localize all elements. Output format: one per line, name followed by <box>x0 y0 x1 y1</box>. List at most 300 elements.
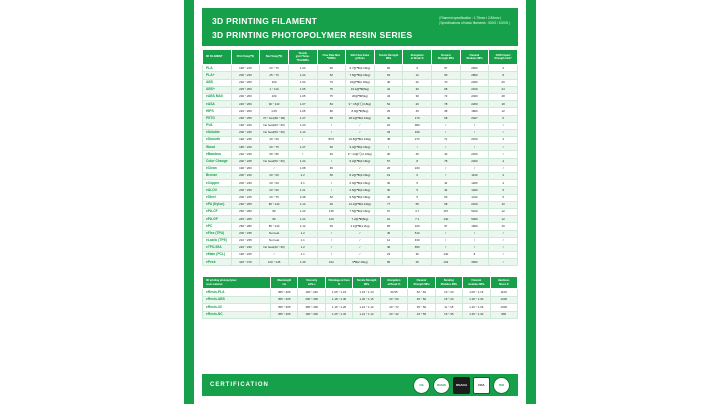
filament-value-cell: 430 <box>403 237 432 244</box>
filament-value-cell: 9.7@℃(2.16kg) <box>346 65 375 72</box>
filament-value-cell: 30 <box>403 252 432 259</box>
filament-value-cell: 5 <box>403 180 432 187</box>
filament-value-cell: 28.2@℃(2.16kg) <box>346 115 375 122</box>
filament-value-cell: 2.2 <box>288 173 317 180</box>
table-row <box>203 137 518 144</box>
resin-col-header: 3D printing photopolymer resin material <box>203 277 271 289</box>
filament-value-cell: / <box>403 144 432 151</box>
table-row <box>203 304 518 312</box>
resin-col-header: Viscosity mPa·s <box>298 277 325 289</box>
filament-value-cell: 200～225 <box>231 194 260 201</box>
filament-value-cell: 70 <box>317 79 346 86</box>
filament-value-cell: 157 <box>432 208 461 215</box>
certification-bar <box>202 374 518 396</box>
filament-value-cell: 20～60 <box>260 173 289 180</box>
filament-name-cell: Wood <box>203 144 232 151</box>
filament-value-cell: 12 <box>489 108 518 115</box>
resin-value-cell: 160～240 <box>298 289 325 297</box>
filament-value-cell: 5 <box>403 187 432 194</box>
table-row <box>203 158 518 165</box>
filament-value-cell: 2200 <box>460 101 489 108</box>
table-row <box>203 108 518 115</box>
filament-name-cell: eSmooth <box>203 137 232 144</box>
filament-value-cell: 95 <box>374 259 403 266</box>
resin-value-cell: 1.16～1.26 <box>325 304 352 312</box>
filament-table-head <box>203 50 518 65</box>
filament-value-cell: 52 <box>317 72 346 79</box>
resin-value-cell: 45～60 <box>408 296 435 304</box>
table-row <box>203 296 518 304</box>
filament-value-cell: 4.1@℃(1.2kg) <box>346 223 375 230</box>
certification-title: CERTIFICATION <box>210 382 269 388</box>
filament-value-cell: / <box>489 244 518 251</box>
certification-badge-iso: ISO <box>493 377 510 394</box>
filament-col-header: Bed Temp(℃) <box>260 50 289 65</box>
filament-name-cell: ePeek <box>203 259 232 266</box>
filament-col-header: 3D FILAMENT <box>203 50 232 65</box>
filament-value-cell: 1.23 <box>288 208 317 215</box>
filament-value-cell: 71 <box>432 137 461 144</box>
filament-value-cell: 19 <box>374 173 403 180</box>
filament-value-cell: 4.7 <box>403 208 432 215</box>
filament-value-cell: 230～250 <box>231 115 260 122</box>
table-row <box>203 65 518 72</box>
filament-value-cell: 1.04 <box>288 79 317 86</box>
filament-value-cell: 200～230 <box>231 187 260 194</box>
filament-value-cell: 4 <box>489 158 518 165</box>
filament-value-cell: 140 <box>432 252 461 259</box>
filament-value-cell: 2100 <box>460 151 489 158</box>
filament-value-cell: / <box>489 129 518 136</box>
filament-value-cell: No heat(40～60) <box>260 244 289 251</box>
filament-value-cell: 190～220 <box>231 122 260 129</box>
filament-table-body <box>203 65 518 266</box>
table-row <box>203 93 518 100</box>
filament-value-cell: / <box>346 122 375 129</box>
filament-value-cell: 30 <box>374 187 403 194</box>
filament-value-cell: 7.1 <box>403 216 432 223</box>
filament-value-cell: 9 <box>403 65 432 72</box>
resin-value-cell: 1000 <box>490 304 518 312</box>
filament-value-cell: / <box>346 230 375 237</box>
filament-value-cell: 12 <box>374 237 403 244</box>
filament-value-cell: 200～230 <box>231 72 260 79</box>
filament-value-cell: 68 <box>432 86 461 93</box>
table-row <box>203 122 518 129</box>
filament-value-cell: 220～260 <box>231 101 260 108</box>
filament-value-cell: / <box>374 144 403 151</box>
filament-value-cell: / <box>317 252 346 259</box>
filament-value-cell: 200～235 <box>231 230 260 237</box>
filament-col-header: Flexural Modulus MPa <box>460 50 489 65</box>
filament-value-cell: 20～75 <box>260 144 289 151</box>
filament-value-cell: 2100 <box>460 137 489 144</box>
filament-name-cell: ABS <box>203 79 232 86</box>
filament-value-cell: 5 <box>489 187 518 194</box>
table-row <box>203 144 518 151</box>
filament-value-cell: 45 <box>317 165 346 172</box>
filament-value-cell: 1.14 <box>288 129 317 136</box>
filament-value-cell: 230～265 <box>231 201 260 208</box>
filament-value-cell: 2800 <box>460 72 489 79</box>
filament-value-cell: 2027 <box>460 115 489 122</box>
resin-name-cell: eResin-PLA <box>203 289 271 297</box>
filament-value-cell: 97 <box>374 208 403 215</box>
filament-value-cell: No heat(50～60) <box>260 129 289 136</box>
resin-col-header: Tensile Strength MPa <box>353 277 380 289</box>
resin-col-header: Bending Modulus MPa <box>435 277 462 289</box>
filament-value-cell: 40 <box>374 194 403 201</box>
filament-value-cell: 145 <box>317 208 346 215</box>
filament-value-cell: / <box>346 129 375 136</box>
filament-value-cell: 8 <box>460 252 489 259</box>
filament-value-cell: 1.24 <box>288 158 317 165</box>
filament-name-cell: ePC <box>203 223 232 230</box>
filament-value-cell: 2600 <box>460 65 489 72</box>
resin-value-cell: 35～50 <box>408 304 435 312</box>
filament-value-cell: / <box>489 252 518 259</box>
filament-name-cell: PLA+ <box>203 72 232 79</box>
filament-value-cell: 8.2@℃(2.16kg) <box>346 173 375 180</box>
table-row <box>203 86 518 93</box>
resin-value-cell: 1.18～1.30 <box>325 296 352 304</box>
filament-value-cell: 250～280 <box>231 208 260 215</box>
filament-value-cell: 46 <box>374 244 403 251</box>
filament-value-cell: 20 <box>374 165 403 172</box>
resin-col-header: Flexural modulus MPa <box>463 277 490 289</box>
filament-value-cell: / <box>489 122 518 129</box>
poster-inner <box>194 0 526 404</box>
filament-value-cell: 65 <box>374 223 403 230</box>
filament-value-cell: / <box>460 144 489 151</box>
resin-value-cell: 1.16～1.26 <box>463 304 490 312</box>
filament-value-cell: 190 <box>403 129 432 136</box>
filament-value-cell: 140 <box>432 216 461 223</box>
filament-value-cell: 70～bed(60～80) <box>260 115 289 122</box>
filament-value-cell: / <box>432 230 461 237</box>
table-row <box>203 129 518 136</box>
table-row <box>203 216 518 223</box>
resin-value-cell: 1.21～1.12 <box>353 304 380 312</box>
filament-value-cell: 190～215 <box>231 65 260 72</box>
filament-value-cell: 68 <box>432 115 461 122</box>
filament-value-cell: 273 <box>403 137 432 144</box>
filament-value-cell: 1800 <box>460 108 489 115</box>
filament-value-cell: 6.8@℃(2.16kg) <box>346 187 375 194</box>
resin-value-cell: 1.19～1.13 <box>353 289 380 297</box>
filament-value-cell: 230～260 <box>231 93 260 100</box>
filament-value-cell: 80.5 <box>317 137 346 144</box>
table-row <box>203 201 518 208</box>
filament-value-cell: 20 <box>403 101 432 108</box>
filament-col-header: Tensile g/cm³Temp.℃≥10MPa <box>288 50 317 65</box>
filament-name-cell: ePA (Nylon) <box>203 201 232 208</box>
filament-value-cell: 9.2@℃(2.16kg) <box>346 158 375 165</box>
filament-value-cell: 9～15@℃(3.8kg) <box>346 101 375 108</box>
filament-value-cell: 1～110 <box>260 86 289 93</box>
filament-value-cell: 23 <box>374 252 403 259</box>
filament-value-cell: 4 <box>489 65 518 72</box>
filament-value-cell: 1.24 <box>288 72 317 79</box>
resin-value-cell: 380～405 <box>298 304 325 312</box>
filament-value-cell: 91 <box>374 216 403 223</box>
filament-value-cell: 90～110 <box>260 101 289 108</box>
resin-value-cell: 1.05～1.15 <box>325 289 352 297</box>
filament-value-cell: 40 <box>374 79 403 86</box>
filament-name-cell: eAl-Oil <box>203 187 232 194</box>
table-row <box>203 311 518 319</box>
table-row <box>203 230 518 237</box>
filament-value-cell: 2.48 <box>288 194 317 201</box>
filament-value-cell: / <box>489 165 518 172</box>
filament-value-cell: 245～265 <box>231 216 260 223</box>
resin-value-cell: 355～405 <box>271 311 298 319</box>
filament-value-cell: 22 <box>374 122 403 129</box>
filament-value-cell: / <box>432 144 461 151</box>
filament-value-cell: 7.2@℃(5kg) <box>346 216 375 223</box>
filament-name-cell: eBamboo <box>203 151 232 158</box>
filament-value-cell: / <box>317 237 346 244</box>
filament-value-cell: 7.5@℃(2.16kg) <box>346 208 375 215</box>
filament-value-cell: 46 <box>374 115 403 122</box>
filament-value-cell: / <box>317 129 346 136</box>
resin-value-cell: 24～55 <box>408 311 435 319</box>
filament-value-cell: 20 <box>489 79 518 86</box>
filament-value-cell: 1.24 <box>288 65 317 72</box>
filament-value-cell: No heat(60～60) <box>260 122 289 129</box>
filament-name-cell: eTPU-95A <box>203 244 232 251</box>
filament-name-cell: Bronze <box>203 173 232 180</box>
filament-name-cell: HIPS <box>203 108 232 115</box>
resin-value-cell: 1.05～1.15 <box>463 289 490 297</box>
filament-col-header: Elongation at Break % <box>403 50 432 65</box>
filament-value-cell: 50 <box>317 115 346 122</box>
filament-value-cell: 190～200 <box>231 165 260 172</box>
filament-value-cell: 1.07 <box>288 101 317 108</box>
filament-value-cell: 30 <box>403 93 432 100</box>
filament-value-cell: / <box>460 237 489 244</box>
resin-value-cell: 1.25～1.32 <box>463 311 490 319</box>
filament-col-header: Flow Rate Max ℃/MPa <box>317 50 346 65</box>
filament-value-cell: / <box>260 165 289 172</box>
filament-value-cell: 93 <box>317 223 346 230</box>
filament-col-header: Tensile Strength MPa <box>374 50 403 65</box>
filament-value-cell: 8 <box>403 158 432 165</box>
filament-value-cell: 42 <box>374 86 403 93</box>
filament-name-cell: eClean <box>203 165 232 172</box>
resin-value-cell: 800 <box>490 311 518 319</box>
filament-value-cell: 200～230 <box>231 129 260 136</box>
poster-page <box>184 0 536 404</box>
filament-value-cell: 22 <box>403 79 432 86</box>
header-spec-note <box>439 16 510 26</box>
filament-value-cell: 250～280 <box>231 223 260 230</box>
filament-value-cell: 10 <box>489 223 518 230</box>
resin-value-cell: 355～405 <box>271 304 298 312</box>
filament-spec-table <box>202 49 518 266</box>
filament-value-cell: 80～110 <box>260 223 289 230</box>
filament-value-cell: 12.2@℃(2.16kg) <box>346 201 375 208</box>
resin-value-cell: 355～405 <box>271 289 298 297</box>
spec-note-line-2: | Specifications of basic filaments : 500G / 1000G | <box>438 21 510 25</box>
resin-value-cell: 1.25～1.32 <box>325 311 352 319</box>
filament-value-cell: / <box>460 165 489 172</box>
filament-value-cell: 9.5@℃(2.16kg) <box>346 194 375 201</box>
filament-value-cell: 80 <box>317 108 346 115</box>
filament-value-cell: 650 <box>403 244 432 251</box>
filament-value-cell: 97 <box>432 223 461 230</box>
filament-value-cell: / <box>460 129 489 136</box>
filament-value-cell: 1.23 <box>288 122 317 129</box>
filament-value-cell: / <box>489 237 518 244</box>
filament-name-cell: eFlex (TPU) <box>203 230 232 237</box>
table-row <box>203 289 518 297</box>
filament-value-cell: 20～75 <box>260 194 289 201</box>
filament-value-cell: 3500 <box>460 259 489 266</box>
resin-col-header: Hardness Shore D <box>490 277 518 289</box>
filament-value-cell: 120 <box>317 216 346 223</box>
filament-value-cell: 97 <box>432 65 461 72</box>
filament-value-cell: 1.2 <box>288 244 317 251</box>
certification-logos <box>413 377 510 394</box>
filament-name-cell: eLastic (TPE) <box>203 237 232 244</box>
filament-value-cell: 1.08 <box>288 165 317 172</box>
filament-value-cell: 2200 <box>460 79 489 86</box>
filament-value-cell: 132 <box>432 259 461 266</box>
filament-value-cell: 28 <box>489 93 518 100</box>
filament-value-cell: 5000 <box>460 216 489 223</box>
filament-value-cell: 225～260 <box>231 86 260 93</box>
table-row <box>203 115 518 122</box>
filament-value-cell: / <box>317 187 346 194</box>
resin-col-header: Elongation at Break % <box>380 277 407 289</box>
filament-value-cell: 50～80 <box>260 151 289 158</box>
filament-value-cell: 1.27 <box>288 115 317 122</box>
filament-value-cell: 1.05 <box>288 93 317 100</box>
filament-name-cell: eMate (PCL) <box>203 252 232 259</box>
filament-value-cell: 10 <box>489 201 518 208</box>
filament-value-cell: / <box>288 137 317 144</box>
filament-value-cell: 18 <box>489 101 518 108</box>
filament-value-cell: 8 <box>489 72 518 79</box>
filament-value-cell: 1100 <box>460 173 489 180</box>
filament-value-cell: 100 <box>260 79 289 86</box>
filament-value-cell: 44 <box>432 180 461 187</box>
filament-value-cell: / <box>346 244 375 251</box>
filament-value-cell: / <box>432 129 461 136</box>
resin-table-body <box>203 289 518 319</box>
filament-value-cell: / <box>432 244 461 251</box>
filament-value-cell: / <box>489 230 518 237</box>
resin-value-cell: 20～50 <box>380 296 407 304</box>
resin-value-cell: 1.20～1.15 <box>353 296 380 304</box>
filament-value-cell: 48 <box>374 137 403 144</box>
filament-value-cell: 60 <box>317 144 346 151</box>
filament-col-header: Flexural Strength MPa <box>432 50 461 65</box>
table-row <box>203 244 518 251</box>
filament-value-cell: / <box>260 252 289 259</box>
filament-value-cell: 4 <box>489 173 518 180</box>
resin-value-cell: 355～405 <box>271 296 298 304</box>
filament-value-cell: 68 <box>432 201 461 208</box>
filament-value-cell: 43 <box>374 93 403 100</box>
filament-value-cell: 200～225 <box>231 158 260 165</box>
filament-value-cell: 60 <box>374 65 403 72</box>
certification-badge-reach: REACH <box>453 377 470 394</box>
filament-value-cell: 72 <box>432 93 461 100</box>
filament-value-cell: 53 <box>432 194 461 201</box>
filament-value-cell: 42 <box>432 151 461 158</box>
filament-value-cell: 2400 <box>460 158 489 165</box>
table-row <box>203 223 518 230</box>
page-title: 3D PRINTING FILAMENT <box>212 16 318 26</box>
filament-value-cell: 1412 <box>460 194 489 201</box>
filament-value-cell: 1.05 <box>288 108 317 115</box>
filament-value-cell: 5100 <box>460 208 489 215</box>
filament-value-cell: / <box>432 173 461 180</box>
table-row <box>203 151 518 158</box>
filament-value-cell: 5 <box>403 194 432 201</box>
filament-value-cell: / <box>460 244 489 251</box>
filament-name-cell: Color Change <box>203 158 232 165</box>
filament-header-row <box>203 50 518 65</box>
resin-value-cell: 52～62 <box>408 289 435 297</box>
filament-value-cell: 8.9@℃(5kg) <box>346 108 375 115</box>
filament-value-cell: 1.1 <box>288 252 317 259</box>
certification-badge-ce: CE <box>413 377 430 394</box>
filament-value-cell: 1200 <box>460 180 489 187</box>
filament-value-cell: / <box>317 244 346 251</box>
filament-value-cell: 2100 <box>460 86 489 93</box>
spec-note-line-1: | Filament specification : 1.75mm / 2.85mm | <box>438 16 502 20</box>
filament-name-cell: ePA-CF <box>203 208 232 215</box>
filament-value-cell: / <box>489 151 518 158</box>
resin-value-cell: 11～18 <box>435 304 462 312</box>
filament-value-cell: 200～240 <box>231 173 260 180</box>
filament-value-cell: / <box>317 158 346 165</box>
filament-value-cell: 19.2@℃(5kg) <box>346 86 375 93</box>
filament-value-cell: 55 <box>403 201 432 208</box>
filament-value-cell: / <box>489 259 518 266</box>
filament-value-cell: / <box>288 151 317 158</box>
filament-value-cell: 102 <box>317 259 346 266</box>
filament-value-cell: 200～230 <box>231 180 260 187</box>
filament-value-cell: No heat <box>260 237 289 244</box>
resin-table-head <box>203 277 518 289</box>
filament-value-cell: / <box>317 180 346 187</box>
filament-value-cell: / <box>432 122 461 129</box>
filament-value-cell: 100 <box>403 223 432 230</box>
filament-value-cell: 30 <box>374 180 403 187</box>
filament-value-cell: 160 <box>403 165 432 172</box>
filament-value-cell: 380 <box>403 122 432 129</box>
table-row <box>203 79 518 86</box>
filament-value-cell: 30 <box>403 86 432 93</box>
filament-value-cell: 220～260 <box>231 108 260 115</box>
filament-value-cell: 45 <box>374 230 403 237</box>
filament-value-cell: 7.8@℃(2.16kg) <box>346 72 375 79</box>
resin-value-cell: 180～400 <box>298 311 325 319</box>
filament-value-cell: 22@℃(2.16kg) <box>346 79 375 86</box>
resin-value-cell: 200～405 <box>298 296 325 304</box>
filament-name-cell: eCopper <box>203 180 232 187</box>
resin-header-row <box>203 277 518 289</box>
table-row <box>203 101 518 108</box>
filament-value-cell: 210～235 <box>231 237 260 244</box>
filament-value-cell: 9～14@℃(2.16kg) <box>346 151 375 158</box>
filament-value-cell: 170 <box>403 115 432 122</box>
certification-badge-rohs: ROHS <box>433 377 450 394</box>
